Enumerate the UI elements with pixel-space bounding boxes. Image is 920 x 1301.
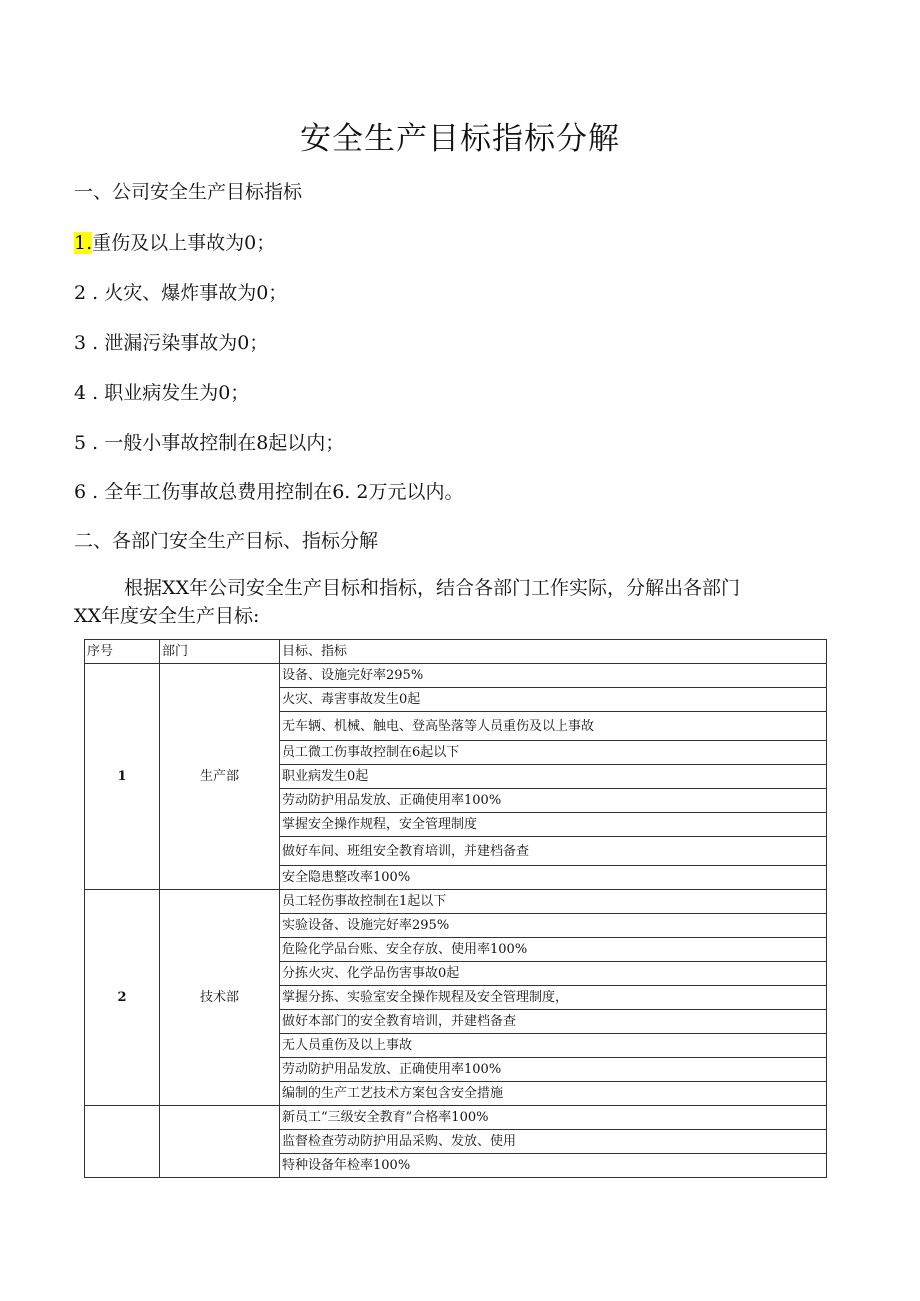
- row-index: [85, 1106, 160, 1178]
- goal-item: 无车辆、机械、触电、登高坠落等人员重伤及以上事故: [280, 712, 827, 741]
- list-item-6: 6 . 全年工伤事故总费用控制在6. 2万元以内。: [74, 481, 464, 503]
- goal-item: 安全隐患整改率100%: [280, 866, 827, 890]
- row-index: 2: [85, 890, 160, 1106]
- goal-item: 监督检查劳动防护用品采购、发放、使用: [280, 1130, 827, 1154]
- header-goals: 目标、指标: [280, 640, 827, 664]
- intro-paragraph: [74, 574, 834, 630]
- department-name: 生产部: [160, 664, 280, 890]
- section-heading-2: 二、各部门安全生产目标、指标分解: [74, 530, 379, 552]
- goal-item: 无人员重伤及以上事故: [280, 1034, 827, 1058]
- goal-item: 掌握安全操作规程，安全管理制度: [280, 813, 827, 837]
- intro-paragraph-line-1: 根据XX年公司安全生产目标和指标，结合各部门工作实际，分解出各部门: [124, 577, 741, 599]
- goal-item: 做好本部门的安全教育培训，并建档备查: [280, 1010, 827, 1034]
- page-title: 安全生产目标指标分解: [300, 121, 620, 157]
- table-row: [85, 664, 827, 688]
- table-row: [85, 1106, 827, 1130]
- table-row: [85, 890, 827, 914]
- goal-item: 火灾、毒害事故发生0起: [280, 688, 827, 712]
- list-item-3: 3 . 泄漏污染事故为0；: [74, 332, 269, 354]
- goal-item: 新员工“三级安全教育”合格率100%: [280, 1106, 827, 1130]
- goal-item: 掌握分拣、实验室安全操作规程及安全管理制度，: [280, 986, 827, 1010]
- department-goals-table: [84, 639, 827, 1178]
- goal-item: 员工轻伤事故控制在1起以下: [280, 890, 827, 914]
- goal-item: 职业病发生0起: [280, 765, 827, 789]
- header-index: 序号: [85, 640, 160, 664]
- department-name: [160, 1106, 280, 1178]
- list-item-4: 4 . 职业病发生为0；: [74, 382, 250, 404]
- goal-item: 实验设备、设施完好率295%: [280, 914, 827, 938]
- section-heading-1: 一、公司安全生产目标指标: [74, 181, 303, 203]
- department-name: 技术部: [160, 890, 280, 1106]
- goal-item: 编制的生产工艺技术方案包含安全措施: [280, 1082, 827, 1106]
- goal-item: 分拣火灾、化学品伤害事故0起: [280, 962, 827, 986]
- intro-paragraph-line-2: XX年度安全生产目标:: [74, 605, 260, 627]
- goal-item: 员工微工伤事故控制在6起以下: [280, 741, 827, 765]
- goal-item: 劳动防护用品发放、正确使用率100%: [280, 789, 827, 813]
- list-item-1: [74, 228, 275, 255]
- header-department: 部门: [160, 640, 280, 664]
- goal-item: 设备、设施完好率295%: [280, 664, 827, 688]
- list-item-2: 2 . 火灾、爆炸事故为0；: [74, 282, 288, 304]
- row-index: 1: [85, 664, 160, 890]
- table-header-row: [85, 640, 827, 664]
- goal-item: 危险化学品台账、安全存放、使用率100%: [280, 938, 827, 962]
- goal-item: 做好车间、班组安全教育培训，并建档备查: [280, 837, 827, 866]
- list-item-1-text: 重伤及以上事故为0；: [92, 232, 276, 254]
- goal-item: 劳动防护用品发放、正确使用率100%: [280, 1058, 827, 1082]
- list-item-5: 5 . 一般小事故控制在8起以内；: [74, 432, 345, 454]
- goal-item: 特种设备年检率100%: [280, 1154, 827, 1178]
- highlighted-number: 1.: [74, 232, 93, 254]
